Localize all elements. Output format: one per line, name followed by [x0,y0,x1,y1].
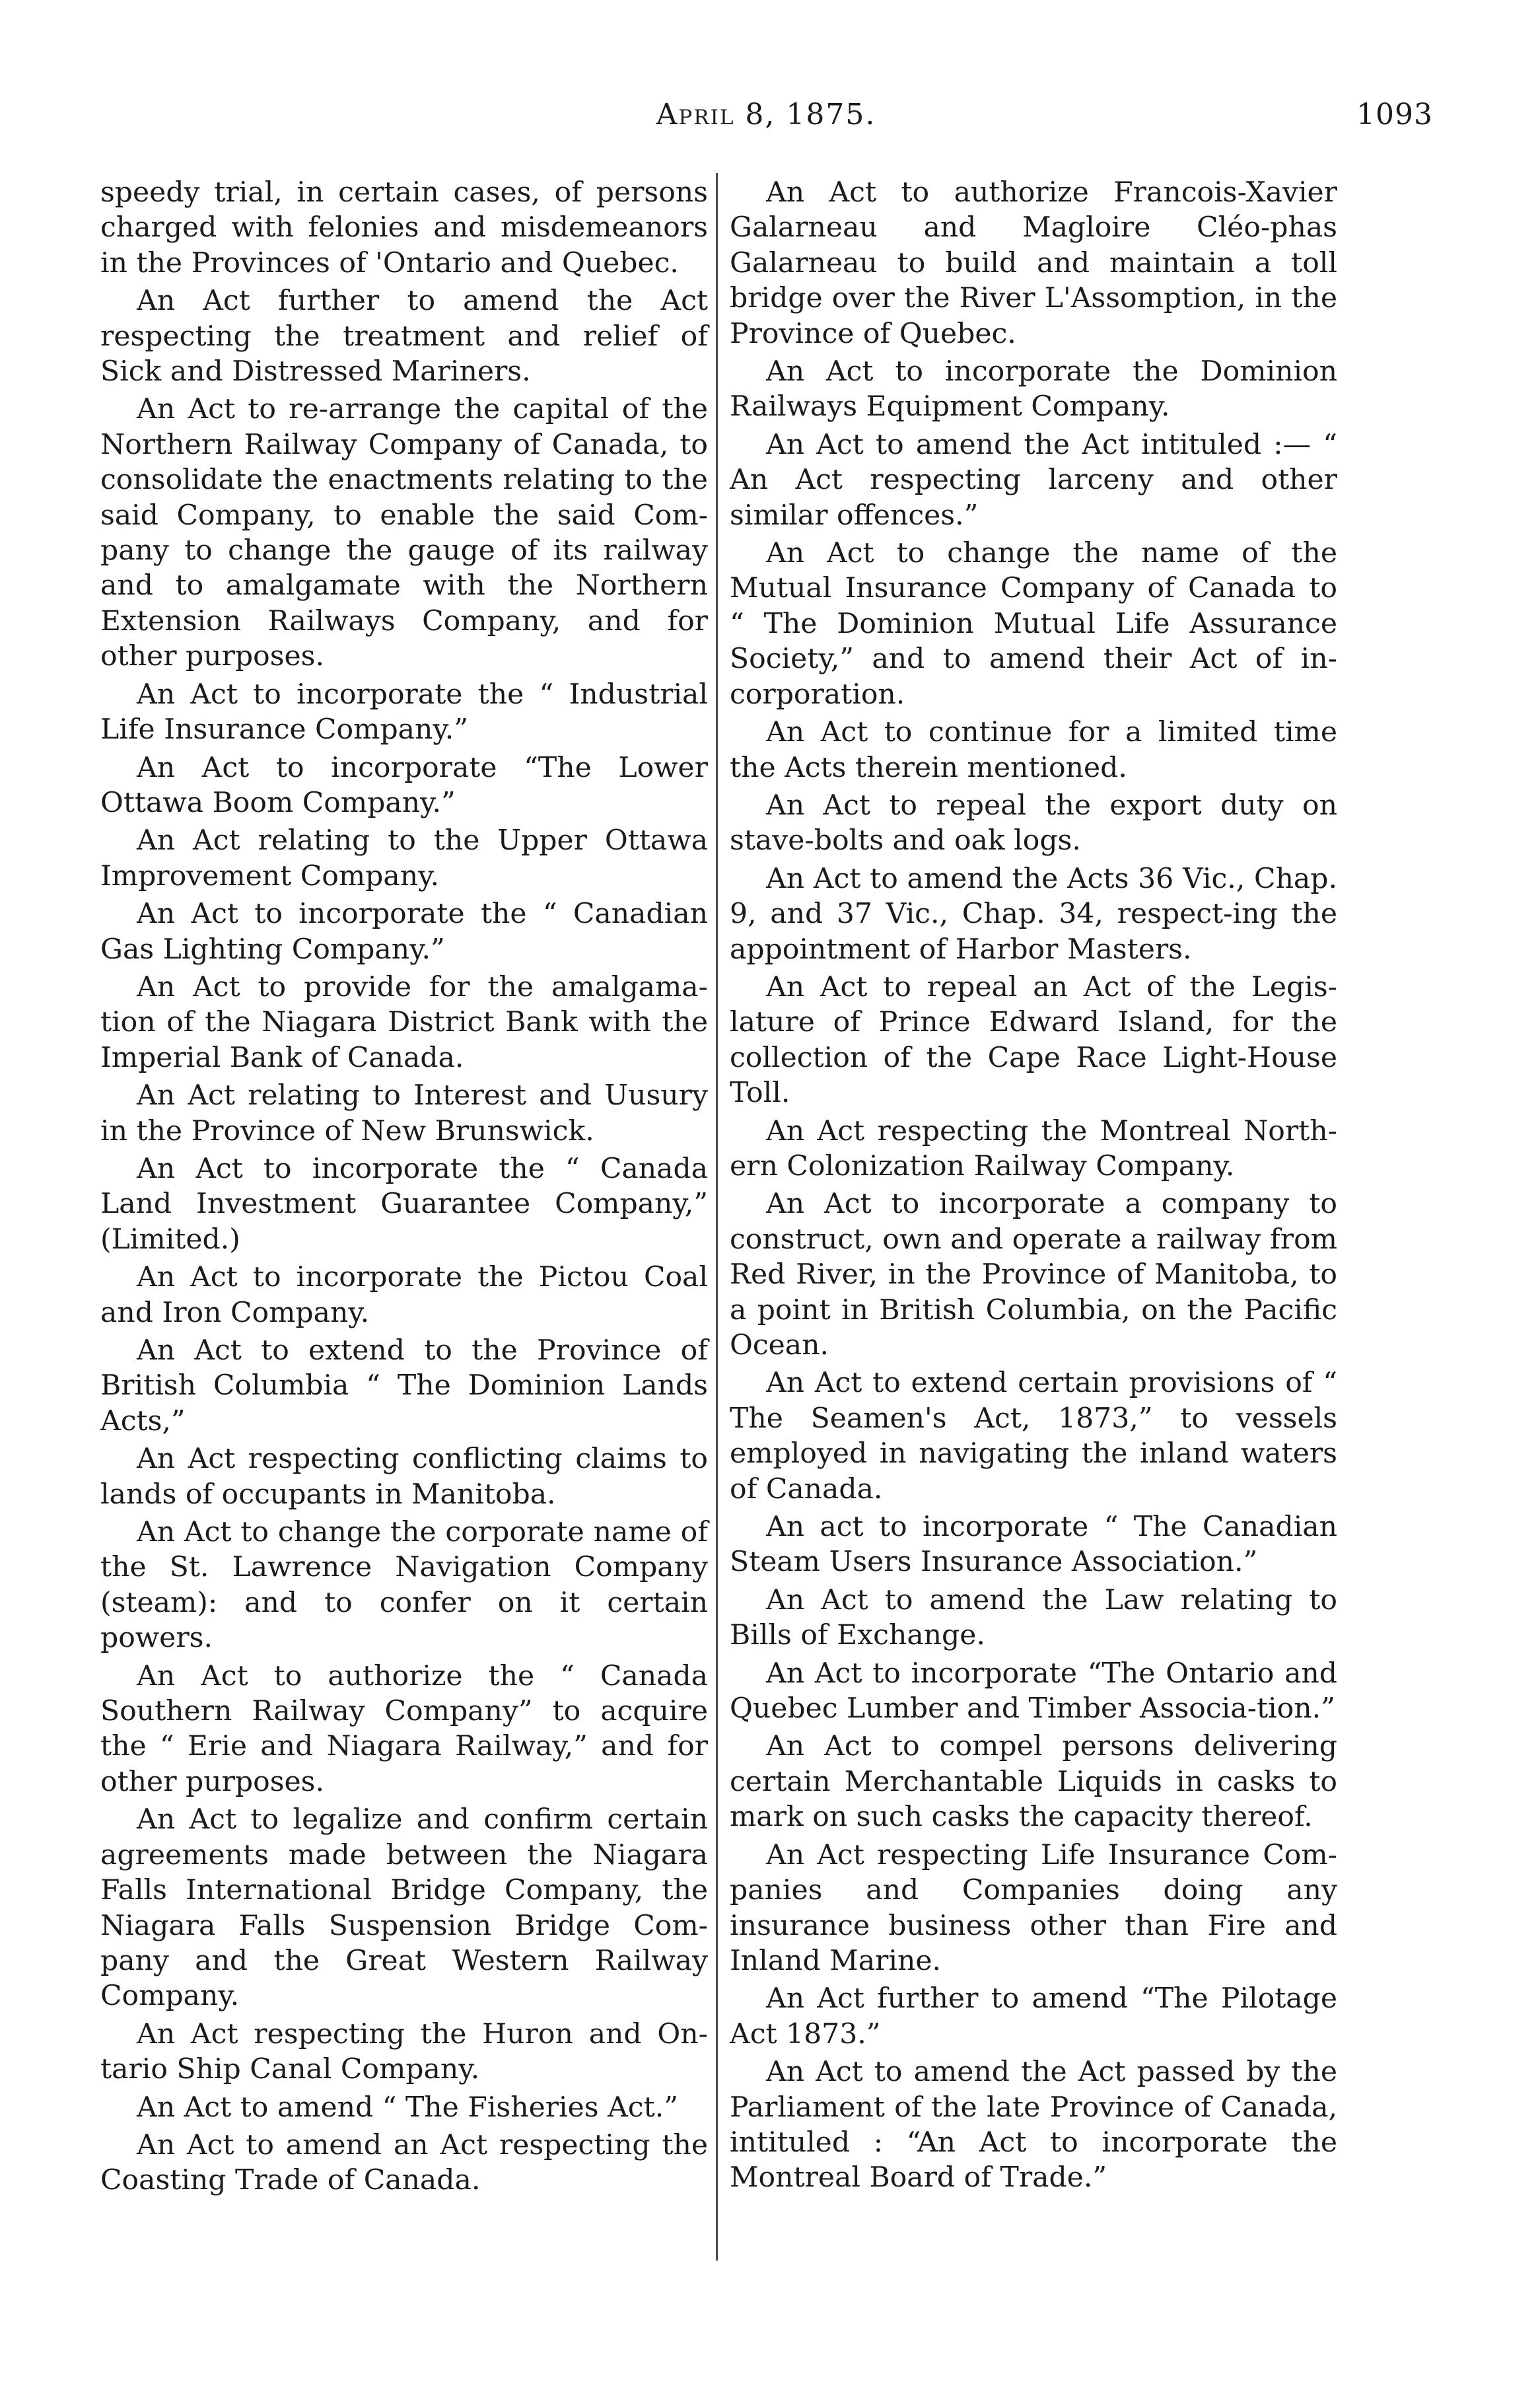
act-entry: An Act to amend an Act respecting the Coasting Trade of Canada. [100,2128,708,2197]
act-entry: An Act to amend the Acts 36 Vic., Chap. 9, and 37 Vic., Chap. 34, respect-ing the appointment of Harbor Masters. [730,862,1337,966]
act-entry: An act to incorporate “ The Canadian Steam Users Insurance Association.” [730,1511,1337,1579]
act-entry: An Act to amend “ The Fisheries Act.” [137,2091,678,2124]
column-divider [716,173,718,2261]
act-entry: An Act to authorize the “ Canada Southern Railway Company” to acquire the “ Erie and Niagara Railway,” and for other purposes. [100,1659,708,1798]
act-entry: An Act to authorize Francois-Xavier Galarneau and Magloire Cléo-phas Galarneau to build and maintain a toll bridge over the River L'Assomption, in the Province of Quebec. [730,176,1337,350]
act-entry: An Act to repeal the export duty on stave-bolts and oak logs. [730,789,1337,857]
act-entry: An Act relating to the Upper Ottawa Improvement Company. [100,824,708,892]
act-entry: An Act further to amend the Act respecting the treatment and relief of Sick and Distressed Mariners. [100,285,708,388]
act-entry: An Act to legalize and confirm certain agreements made between the Niagara Falls International Bridge Company, the Niagara Falls Suspension Bridge Com-pany and the Great Western Railway Company. [100,1803,708,2013]
act-entry: speedy trial, in certain cases, of persons charged with felonies and misdemeanors in the Provinces of 'Ontario and Quebec. [100,176,708,279]
act-entry: An Act to provide for the amalgama-tion of the Niagara District Bank with the Imperial Bank of Canada. [100,970,708,1074]
running-header [99,98,1433,144]
act-entry: An Act to change the name of the Mutual Insurance Company of Canada to “ The Dominion Mutual Life Assurance Society,” and to amend their Act of in-corporation. [730,537,1337,711]
act-entry: An Act to incorporate the Dominion Railways Equipment Company. [730,355,1337,423]
act-entry: An Act respecting conflicting claims to lands of occupants in Manitoba. [100,1443,708,1511]
act-entry: An Act respecting the Huron and On-tario Ship Canal Company. [100,2017,708,2086]
act-entry: An Act further to amend “The Pilotage Act 1873.” [730,1982,1337,2050]
act-entry: An Act to re-arrange the capital of the Northern Railway Company of Canada, to consolidate the enactments relating to the said Company, to enable the said Com-pany to change the gauge of its railway and to amalgamate with the Northern Extension Railways Company, and for other purposes. [100,393,708,673]
act-entry: An Act to extend certain provisions of “ The Seamen's Act, 1873,” to vessels employed in navigating the inland waters of Canada. [730,1367,1337,1505]
header-date: April 8, 1875. [656,98,876,131]
act-entry: An Act to incorporate a company to construct, own and operate a railway from Red River, in the Province of Manitoba, to a point in British Columbia, on the Pacific Ocean. [730,1188,1337,1361]
act-entry: An Act to amend the Law relating to Bills of Exchange. [730,1583,1337,1652]
act-entry: An Act to amend the Act intituled :— “ An Act respecting larceny and other similar offences.” [730,428,1337,532]
act-entry: An Act to incorporate “The Lower Ottawa Boom Company.” [100,751,708,819]
act-entry: An Act to incorporate the “ Canadian Gas Lighting Company.” [100,898,708,966]
act-entry: An Act respecting Life Insurance Com-panies and Companies doing any insurance business other than Fire and Inland Marine. [730,1838,1337,1977]
right-column [730,175,1337,2198]
act-entry: An Act to amend the Act passed by the Parliament of the late Province of Canada, intituled : “An Act to incorporate the Montreal Board of Trade.” [730,2056,1337,2194]
left-column [100,175,708,2201]
act-entry: An Act to continue for a limited time the Acts therein mentioned. [730,716,1337,784]
act-entry: An Act to change the corporate name of the St. Lawrence Navigation Company (steam): and to confer on it certain powers. [100,1516,708,1655]
page-number: 1093 [1356,98,1433,131]
act-entry: An Act relating to Interest and Uusury in the Province of New Brunswick. [100,1079,708,1147]
act-entry: An Act to incorporate the Pictou Coal and Iron Company. [100,1261,708,1329]
act-entry: An Act to repeal an Act of the Legis-lature of Prince Edward Island, for the collection of the Cape Race Light-House Toll. [730,970,1337,1110]
act-entry: An Act to incorporate the “ Industrial Life Insurance Company.” [100,678,708,746]
act-entry: An Act to extend to the Province of British Columbia “ The Dominion Lands Acts,” [100,1334,708,1437]
act-entry: An Act respecting the Montreal North-ern Colonization Railway Company. [730,1114,1337,1182]
act-entry: An Act to incorporate the “ Canada Land Investment Guarantee Company,” (Limited.) [100,1152,708,1256]
act-entry: An Act to compel persons delivering certain Merchantable Liquids in casks to mark on such casks the capacity thereof. [730,1730,1337,1834]
act-entry: An Act to incorporate “The Ontario and Quebec Lumber and Timber Associa-tion.” [730,1657,1337,1725]
